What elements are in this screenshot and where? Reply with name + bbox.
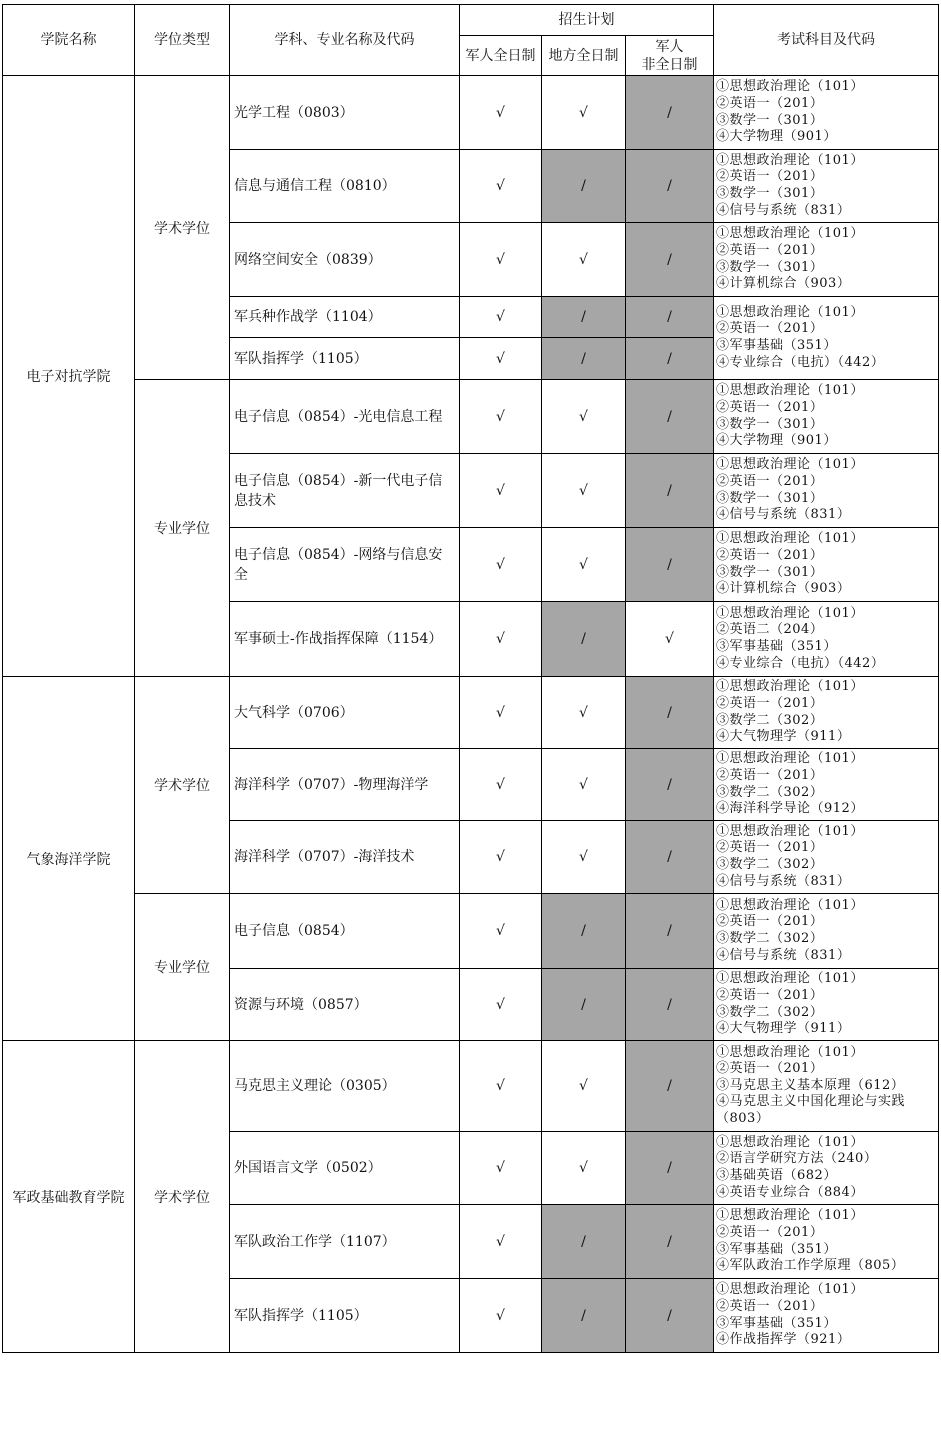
mark-military-parttime: /: [626, 454, 714, 528]
mark-military-parttime: /: [626, 1279, 714, 1353]
exam-subject-line: ①思想政治理论（101）: [716, 1282, 864, 1298]
exam-subject-line: ③数学一（301）: [716, 564, 824, 580]
mark-military-parttime: /: [626, 1041, 714, 1132]
mark-military-fulltime: √: [460, 821, 542, 894]
major-name: 电子信息（0854）-光电信息工程: [230, 380, 460, 454]
mark-local-fulltime: √: [542, 1041, 626, 1132]
mark-local-fulltime: √: [542, 380, 626, 454]
major-name: 军队指挥学（1105）: [230, 338, 460, 380]
mark-military-fulltime: √: [460, 602, 542, 677]
exam-subject-line: ③数学一（301）: [716, 490, 824, 506]
exam-subjects: [714, 677, 939, 749]
table-row: [3, 1041, 939, 1132]
mark-military-fulltime: √: [460, 380, 542, 454]
mark-local-fulltime: √: [542, 749, 626, 821]
mark-local-fulltime: /: [542, 338, 626, 380]
mark-local-fulltime: √: [542, 223, 626, 297]
exam-subject-line: ③数学二（302）: [716, 784, 824, 800]
major-name: 电子信息（0854）: [230, 894, 460, 969]
exam-subject-line: ④英语专业综合（884）: [716, 1184, 864, 1200]
major-name: 电子信息（0854）-网络与信息安全: [230, 528, 460, 602]
mark-military-parttime: /: [626, 223, 714, 297]
mark-military-parttime: /: [626, 969, 714, 1041]
exam-subject-line: ④计算机综合（903）: [716, 581, 851, 597]
exam-subjects: [714, 150, 939, 223]
header-military-parttime-line1: 军人: [655, 38, 684, 55]
mark-military-fulltime: √: [460, 969, 542, 1041]
header-major: 学科、专业名称及代码: [230, 5, 460, 76]
enrollment-table: [2, 4, 939, 1353]
exam-subject-line: ③军事基础（351）: [716, 1315, 837, 1331]
exam-subject-line: ①思想政治理论（101）: [716, 1044, 864, 1060]
mark-military-fulltime: √: [460, 528, 542, 602]
exam-subject-line: ①思想政治理论（101）: [716, 679, 864, 695]
header-military-parttime-line2: 非全日制: [641, 56, 698, 73]
exam-subject-line: ②英语二（204）: [716, 622, 824, 638]
mark-local-fulltime: /: [542, 150, 626, 223]
exam-subjects: [714, 528, 939, 602]
major-name: 资源与环境（0857）: [230, 969, 460, 1041]
major-name: 军事硕士-作战指挥保障（1154）: [230, 602, 460, 677]
major-name: 军队指挥学（1105）: [230, 1279, 460, 1353]
exam-subject-line: ④信号与系统（831）: [716, 947, 851, 963]
exam-subjects: [714, 894, 939, 969]
exam-subjects: [714, 76, 939, 150]
mark-local-fulltime: /: [542, 602, 626, 677]
exam-subject-line: ②英语一（201）: [716, 1224, 824, 1240]
exam-subject-line: ④专业综合（电抗）（442）: [716, 655, 885, 671]
exam-subject-line: ③基础英语（682）: [716, 1168, 837, 1183]
exam-subject-line: ①思想政治理论（101）: [716, 751, 864, 767]
exam-subject-line: ②英语一（201）: [716, 914, 824, 930]
exam-subject-line: ④专业综合（电抗）（442）: [716, 354, 885, 370]
mark-local-fulltime: √: [542, 76, 626, 150]
header-exam: 考试科目及代码: [714, 5, 939, 76]
exam-subject-line: ③数学二（302）: [716, 931, 824, 946]
exam-subject-line: ①思想政治理论（101）: [716, 605, 864, 621]
exam-subject-line: ①思想政治理论（101）: [716, 383, 864, 399]
degree-type: 学术学位: [135, 1041, 230, 1353]
exam-subject-line: ③数学一（301）: [716, 416, 824, 432]
exam-subject-line: ④信号与系统（831）: [716, 507, 851, 523]
exam-subject-line: ①思想政治理论（101）: [716, 531, 864, 547]
exam-subject-line: ②英语一（201）: [716, 399, 824, 415]
mark-local-fulltime: /: [542, 1279, 626, 1353]
exam-subjects: [714, 1279, 939, 1353]
exam-subject-line: ③军事基础（351）: [716, 1241, 837, 1257]
mark-military-fulltime: √: [460, 223, 542, 297]
exam-subject-line: ②英语一（201）: [716, 473, 824, 489]
mark-military-fulltime: √: [460, 1041, 542, 1132]
mark-military-parttime: /: [626, 894, 714, 969]
exam-subject-line: ④信号与系统（831）: [716, 873, 851, 889]
exam-subject-line: ①思想政治理论（101）: [716, 226, 864, 242]
exam-subject-line: ③军事基础（351）: [716, 639, 837, 654]
exam-subject-line: ①思想政治理论（101）: [716, 1208, 864, 1224]
header-plan: 招生计划: [460, 5, 714, 36]
mark-military-fulltime: √: [460, 150, 542, 223]
major-name: 电子信息（0854）-新一代电子信息技术: [230, 454, 460, 528]
exam-subject-line: ②英语一（201）: [716, 547, 824, 563]
exam-subject-line: ②语言学研究方法（240）: [716, 1151, 878, 1167]
mark-local-fulltime: /: [542, 297, 626, 338]
college-name: 气象海洋学院: [3, 677, 135, 1041]
mark-military-parttime: /: [626, 749, 714, 821]
college-name: 军政基础教育学院: [3, 1041, 135, 1353]
header-military-parttime: [626, 36, 714, 76]
major-name: 军兵种作战学（1104）: [230, 297, 460, 338]
exam-subject-line: ②英语一（201）: [716, 1061, 824, 1077]
major-name: 网络空间安全（0839）: [230, 223, 460, 297]
exam-subjects: [714, 749, 939, 821]
exam-subject-line: ②英语一（201）: [716, 321, 824, 337]
mark-military-fulltime: √: [460, 454, 542, 528]
mark-military-parttime: /: [626, 528, 714, 602]
major-name: 海洋科学（0707）-物理海洋学: [230, 749, 460, 821]
exam-subjects: [714, 1205, 939, 1279]
exam-subject-line: ③数学一（301）: [716, 112, 824, 128]
mark-military-parttime: /: [626, 380, 714, 454]
mark-military-parttime: /: [626, 76, 714, 150]
exam-subjects: [714, 821, 939, 894]
exam-subject-line: ②英语一（201）: [716, 695, 824, 711]
mark-local-fulltime: √: [542, 821, 626, 894]
degree-type: 专业学位: [135, 380, 230, 677]
mark-military-parttime: /: [626, 677, 714, 749]
exam-subject-line: ④大气物理学（911）: [716, 729, 851, 745]
mark-military-parttime: /: [626, 338, 714, 380]
header-local-fulltime: 地方全日制: [542, 36, 626, 76]
exam-subject-line: ③军事基础（351）: [716, 338, 837, 353]
college-name: 电子对抗学院: [3, 76, 135, 677]
exam-subjects: [714, 1132, 939, 1205]
exam-subject-line: ①思想政治理论（101）: [716, 971, 864, 987]
degree-type: 学术学位: [135, 677, 230, 894]
major-name: 信息与通信工程（0810）: [230, 150, 460, 223]
mark-local-fulltime: √: [542, 454, 626, 528]
exam-subject-line: ④作战指挥学（921）: [716, 1332, 851, 1348]
exam-subject-line: ④海洋科学导论（912）: [716, 801, 864, 817]
exam-subject-line: ③数学二（302）: [716, 1004, 824, 1020]
exam-subject-line: ②英语一（201）: [716, 242, 824, 258]
header-college: 学院名称: [3, 5, 135, 76]
exam-subject-line: ②英语一（201）: [716, 95, 824, 111]
exam-subject-line: ①思想政治理论（101）: [716, 304, 864, 320]
header-military-fulltime: 军人全日制: [460, 36, 542, 76]
exam-subject-line: ①思想政治理论（101）: [716, 79, 864, 95]
exam-subject-line: ③数学二（302）: [716, 857, 824, 872]
mark-local-fulltime: /: [542, 969, 626, 1041]
table-body: [3, 76, 939, 1353]
exam-subject-line: ①思想政治理论（101）: [716, 897, 864, 913]
exam-subject-line: ④大气物理学（911）: [716, 1021, 851, 1037]
mark-military-fulltime: √: [460, 677, 542, 749]
mark-military-fulltime: √: [460, 894, 542, 969]
exam-subject-line: ③数学二（302）: [716, 712, 824, 728]
table-row: [3, 894, 939, 969]
table-row: [3, 380, 939, 454]
major-name: 马克思主义理论（0305）: [230, 1041, 460, 1132]
exam-subject-line: ①思想政治理论（101）: [716, 152, 864, 168]
major-name: 海洋科学（0707）-海洋技术: [230, 821, 460, 894]
degree-type: 学术学位: [135, 76, 230, 380]
exam-subject-line: ①思想政治理论（101）: [716, 1134, 864, 1150]
exam-subject-line: ①思想政治理论（101）: [716, 457, 864, 473]
table-row: [3, 677, 939, 749]
mark-military-fulltime: √: [460, 338, 542, 380]
mark-local-fulltime: √: [542, 677, 626, 749]
exam-subjects: [714, 1041, 939, 1132]
exam-subject-line: ①思想政治理论（101）: [716, 823, 864, 839]
exam-subject-line: ②英语一（201）: [716, 1298, 824, 1314]
exam-subject-line: ②英语一（201）: [716, 767, 824, 783]
mark-military-fulltime: √: [460, 749, 542, 821]
exam-subject-line: ④计算机综合（903）: [716, 276, 851, 292]
mark-military-fulltime: √: [460, 1279, 542, 1353]
mark-military-parttime: /: [626, 821, 714, 894]
exam-subjects: [714, 380, 939, 454]
exam-subject-line: ②英语一（201）: [716, 169, 824, 185]
exam-subject-line: ④信号与系统（831）: [716, 202, 851, 218]
degree-type: 专业学位: [135, 894, 230, 1041]
mark-military-parttime: /: [626, 1205, 714, 1279]
mark-military-fulltime: √: [460, 76, 542, 150]
mark-military-parttime: √: [626, 602, 714, 677]
exam-subjects: [714, 223, 939, 297]
exam-subject-line: ④大学物理（901）: [716, 433, 837, 449]
major-name: 外国语言文学（0502）: [230, 1132, 460, 1205]
major-name: 大气科学（0706）: [230, 677, 460, 749]
mark-local-fulltime: √: [542, 528, 626, 602]
exam-subjects: [714, 454, 939, 528]
mark-military-fulltime: √: [460, 1132, 542, 1205]
exam-subject-line: ④军队政治工作学原理（805）: [716, 1258, 905, 1274]
exam-subjects: [714, 297, 939, 380]
mark-military-fulltime: √: [460, 1205, 542, 1279]
exam-subjects: [714, 602, 939, 677]
mark-military-fulltime: √: [460, 297, 542, 338]
exam-subject-line: ③数学一（301）: [716, 259, 824, 275]
exam-subject-line: ④马克思主义中国化理论与实践（803）: [716, 1094, 906, 1126]
exam-subject-line: ③马克思主义基本原理（612）: [716, 1077, 905, 1093]
exam-subject-line: ②英语一（201）: [716, 840, 824, 856]
major-name: 军队政治工作学（1107）: [230, 1205, 460, 1279]
mark-local-fulltime: /: [542, 1205, 626, 1279]
exam-subjects: [714, 969, 939, 1041]
mark-military-parttime: /: [626, 297, 714, 338]
mark-local-fulltime: /: [542, 894, 626, 969]
exam-subject-line: ③数学一（301）: [716, 186, 824, 201]
exam-subject-line: ②英语一（201）: [716, 987, 824, 1003]
exam-subject-line: ④大学物理（901）: [716, 129, 837, 145]
mark-military-parttime: /: [626, 1132, 714, 1205]
major-name: 光学工程（0803）: [230, 76, 460, 150]
mark-local-fulltime: √: [542, 1132, 626, 1205]
mark-military-parttime: /: [626, 150, 714, 223]
header-degree-type: 学位类型: [135, 5, 230, 76]
table-row: [3, 76, 939, 150]
